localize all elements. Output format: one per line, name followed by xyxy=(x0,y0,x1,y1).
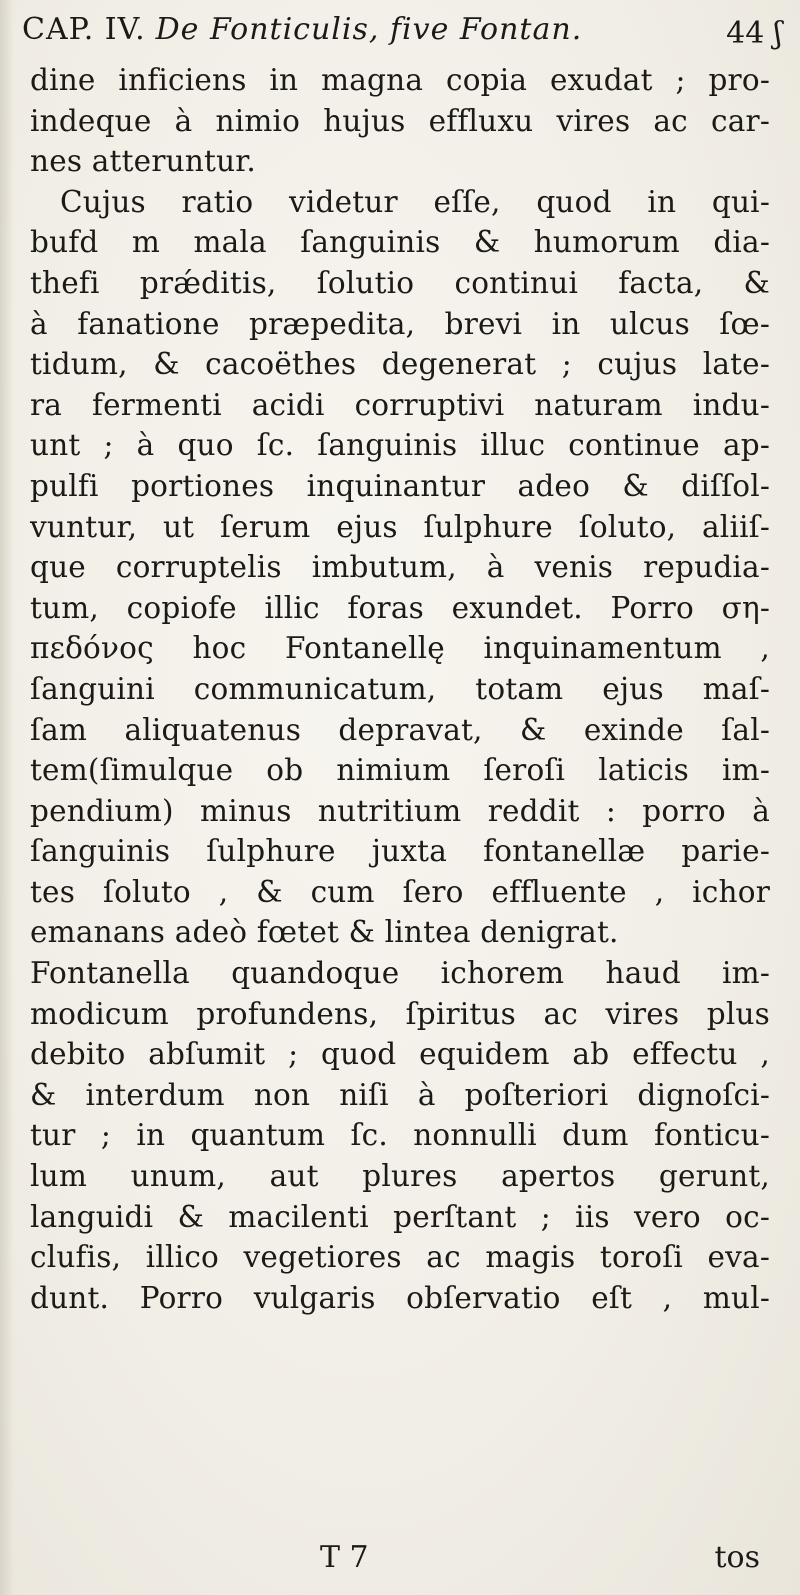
text-line: modicum profundens, ſpiritus ac vires plus xyxy=(30,996,770,1031)
text-line: tidum, & cacoëthes degenerat ; cujus late- xyxy=(30,347,770,382)
text-line: bufd m mala ſanguinis & humorum dia- xyxy=(30,225,770,260)
body-text xyxy=(30,60,770,1318)
text-line: thefi prǽditis, ſolutio continui facta, & xyxy=(30,265,770,300)
text-line: tur ; in quantum ſc. nonnulli dum fonticu- xyxy=(30,1118,770,1153)
text-line: ſanguini communicatum, totam ejus maſ- xyxy=(30,671,770,706)
text-line: & interdum non niſi à poſteriori dignoſci- xyxy=(30,1077,770,1112)
text-line: emanans adeò fœtet & lintea denigrat. xyxy=(30,915,619,950)
text-line: unt ; à quo ſc. ſanguinis illuc continue ap- xyxy=(30,428,770,463)
binding-gutter-shadow xyxy=(0,0,14,1595)
text-line: dine inficiens in magna copia exudat ; pro- xyxy=(30,63,770,97)
text-line: tum, copiofe illic foras exundet. Porro ση- xyxy=(30,590,770,625)
text-line: à fanatione præpedita, brevi in ulcus ſœ- xyxy=(30,306,770,341)
text-line: nes atteruntur. xyxy=(30,144,256,179)
text-line: clufis, illico vegetiores ac magis toroſi eva- xyxy=(30,1240,770,1275)
text-line: dunt. Porro vulgaris obſervatio eſt , mul- xyxy=(30,1280,770,1315)
page-footer xyxy=(30,1540,770,1580)
text-line: que corruptelis imbutum, à venis repudia- xyxy=(30,550,770,585)
text-line: ſam aliquatenus depravat, & exinde ſal- xyxy=(30,712,770,747)
chapter-label: CAP. IV. xyxy=(22,12,146,47)
text-line: pendium) minus nutritium reddit : porro à xyxy=(30,793,770,828)
text-line: vuntur, ut ſerum ejus ſulphure ſoluto, aliiſ- xyxy=(30,509,770,544)
text-line: Fontanella quandoque ichorem haud im- xyxy=(30,956,770,991)
text-line: ſanguinis ſulphure juxta fontanellæ parie- xyxy=(30,834,770,869)
text-line: debito abſumit ; quod equidem ab effectu , xyxy=(30,1037,770,1072)
running-head xyxy=(22,12,582,47)
greek-text-line: πεδόνος hoc Fontanellę inquinamentum , xyxy=(30,631,770,666)
page-number: 44 ʃ xyxy=(726,16,782,51)
page-header xyxy=(22,12,782,62)
text-line: languidi & macilenti perſtant ; iis vero oc- xyxy=(30,1199,770,1234)
text-line: pulfi portiones inquinantur adeo & diſſol- xyxy=(30,468,770,503)
text-line: lum unum, aut plures apertos gerunt, xyxy=(30,1159,770,1194)
text-line: tem(ſimulque ob nimium ſeroſi laticis im- xyxy=(30,753,770,788)
running-title: De Fonticulis, five Fontan. xyxy=(155,12,583,47)
paragraph-start-line: Cujus ratio videtur eſſe, quod in qui- xyxy=(60,184,770,219)
signature-mark: T 7 xyxy=(320,1540,369,1575)
text-line: ra fermenti acidi corruptivi naturam indu- xyxy=(30,387,770,422)
catchword: tos xyxy=(714,1540,760,1575)
text-line: tes ſoluto , & cum ſero effluente , ichor xyxy=(30,874,770,909)
text-line: indeque à nimio hujus effluxu vires ac car- xyxy=(30,103,770,138)
